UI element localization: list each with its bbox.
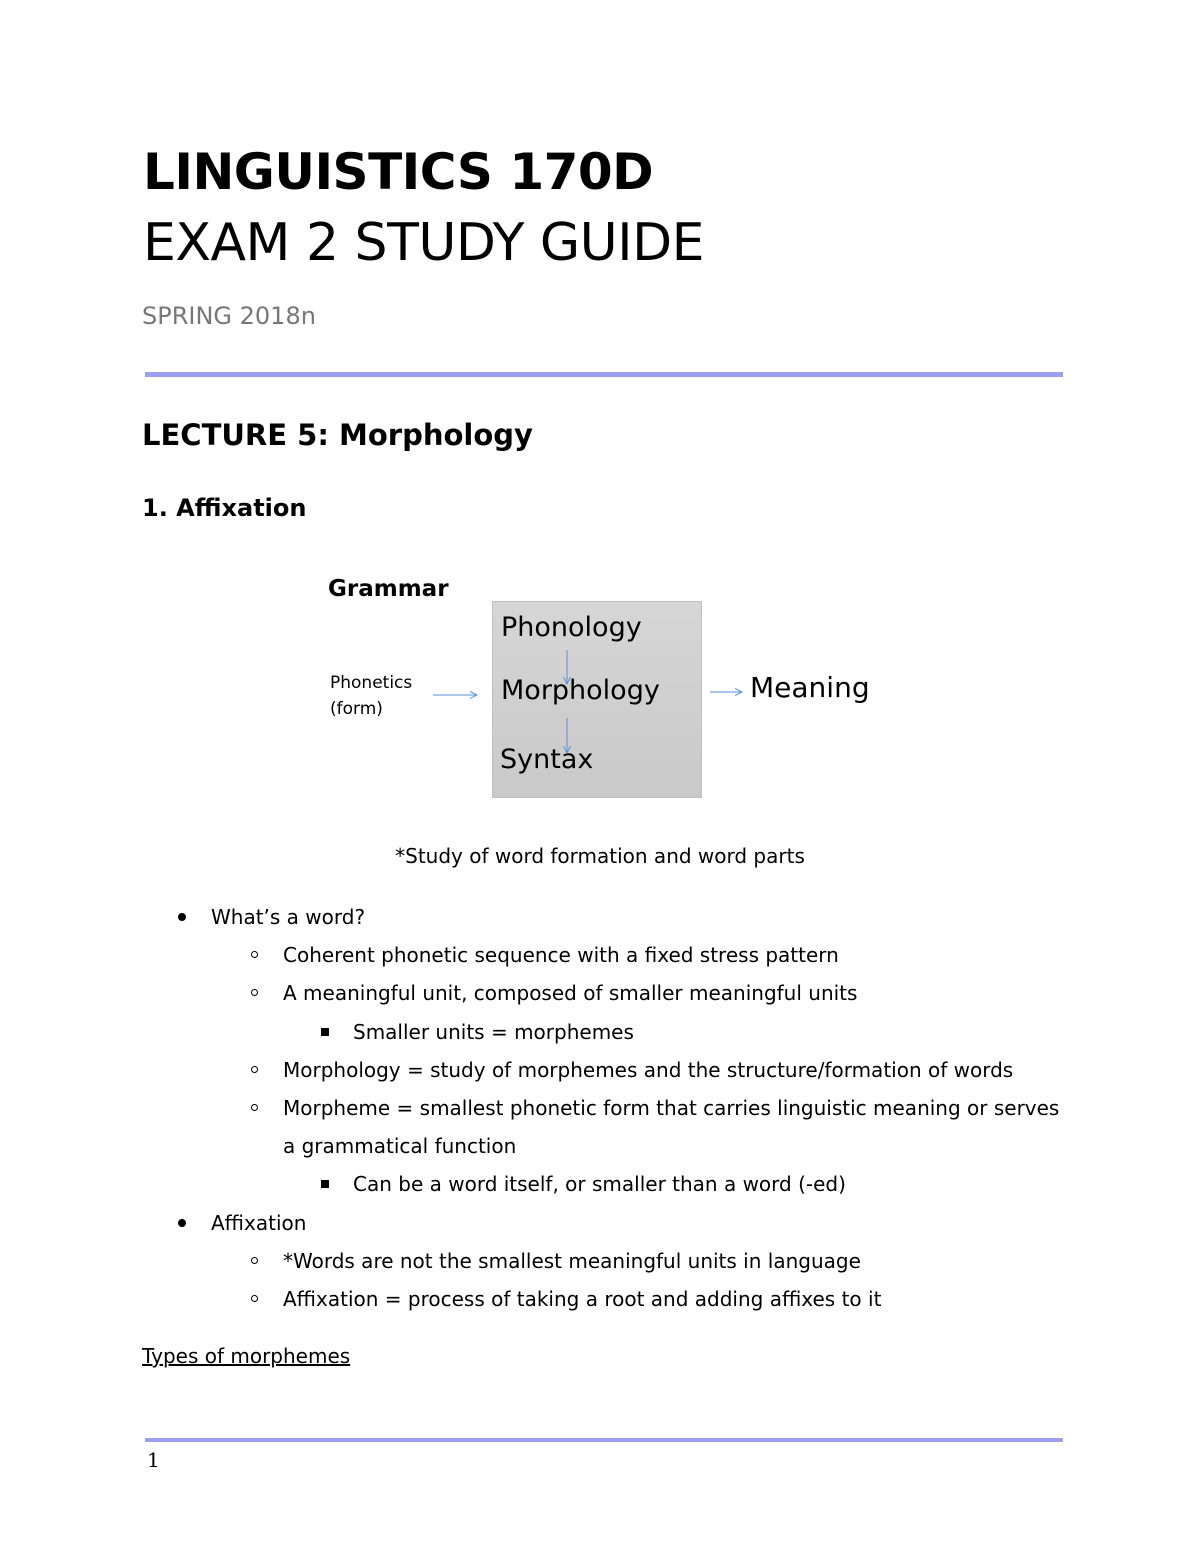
list-item-text: Can be a word itself, or smaller than a word (-ed): [353, 1172, 846, 1197]
diagram-caption: *Study of word formation and word parts: [395, 844, 805, 868]
header-divider: [145, 372, 1063, 377]
bullet-circle-icon: [251, 1257, 258, 1264]
bullet-disc-icon: [178, 913, 186, 921]
footer-divider: [145, 1438, 1063, 1442]
list-item-text: Affixation = process of taking a root and adding affixes to it: [283, 1287, 882, 1311]
list-item-continuation: [283, 1127, 516, 1165]
diagram-input-line1: Phonetics: [330, 673, 413, 693]
types-of-morphemes-heading: Types of morphemes: [142, 1344, 351, 1368]
list-item-text: a grammatical function: [283, 1134, 517, 1159]
list-item-level-2: [283, 1280, 881, 1318]
list-item-text: Coherent phonetic sequence with a fixed stress pattern: [283, 943, 839, 968]
list-item-level-3: [353, 1013, 634, 1051]
list-item-text: Morpheme = smallest phonetic form that carries linguistic meaning or serves: [283, 1096, 1060, 1120]
diagram-output: Meaning: [750, 671, 870, 704]
diagram-arrows: [320, 572, 900, 807]
bullet-circle-icon: [251, 1295, 258, 1302]
diagram-syntax: Syntax: [500, 744, 594, 775]
diagram-phonology: Phonology: [501, 612, 642, 643]
bullet-circle-icon: [251, 1104, 258, 1111]
list-item-level-2: [283, 1089, 1059, 1127]
grammar-diagram: [320, 572, 900, 807]
bullet-disc-icon: [178, 1219, 186, 1227]
list-item-level-2: [283, 1242, 861, 1280]
bullet-circle-icon: [251, 989, 258, 996]
list-item-text: A meaningful unit, composed of smaller meaningful units: [283, 981, 858, 1006]
list-item-level-3: [353, 1165, 846, 1203]
bullet-circle-icon: [251, 1066, 258, 1073]
list-item-text: Affixation: [211, 1210, 307, 1235]
list-item-text: *Words are not the smallest meaningful units in language: [283, 1248, 861, 1273]
document-subtitle: EXAM 2 STUDY GUIDE: [143, 213, 704, 273]
bullet-circle-icon: [251, 951, 258, 958]
list-item-text: Morphology = study of morphemes and the structure/formation of words: [283, 1057, 1014, 1082]
page-number: 1: [147, 1448, 160, 1472]
list-item-text: Smaller units = morphemes: [353, 1019, 634, 1044]
diagram-input-line2: (form): [330, 699, 383, 719]
section-heading: 1. Affixation: [142, 494, 307, 522]
bullet-square-icon: [321, 1028, 329, 1036]
lecture-heading: LECTURE 5: Morphology: [142, 418, 533, 452]
bullet-square-icon: [321, 1180, 329, 1188]
diagram-morphology: Morphology: [501, 675, 660, 706]
list-item-level-2: [283, 936, 839, 974]
list-item-level-1: [211, 1204, 306, 1242]
list-item-text: What’s a word?: [211, 905, 366, 929]
diagram-title: Grammar: [328, 576, 449, 602]
list-item-level-1: [211, 898, 365, 936]
list-item-level-2: [283, 1051, 1013, 1089]
semester-label: SPRING 2018n: [142, 302, 316, 330]
course-title: LINGUISTICS 170D: [143, 143, 654, 201]
list-item-level-2: [283, 974, 857, 1012]
